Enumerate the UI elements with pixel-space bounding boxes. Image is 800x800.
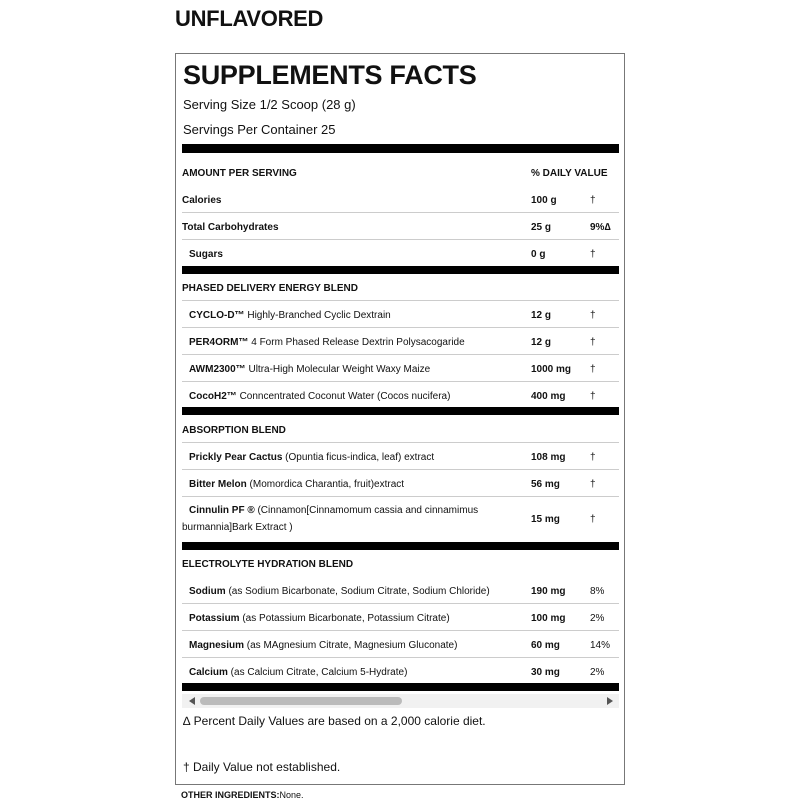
- blend-title: ELECTROLYTE HYDRATION BLEND: [182, 559, 354, 570]
- ingredient-desc: (as Potassium Bicarbonate, Potassium Citrate): [239, 613, 450, 624]
- ingredient-row: [182, 443, 619, 470]
- other-ingredients-label: OTHER INGREDIENTS:: [181, 790, 280, 800]
- ingredient-amount: 1000 mg: [531, 364, 572, 375]
- ingredient-amount: 190 mg: [531, 586, 566, 597]
- nutrient-dv: †: [590, 195, 596, 206]
- nutrient-amount: 100 g: [531, 195, 557, 206]
- ingredient-dv: †: [590, 391, 596, 402]
- ingredient-desc: Ultra-High Molecular Weight Waxy Maize: [245, 364, 431, 375]
- flavor-label: UNFLAVORED: [175, 6, 324, 31]
- ingredient-desc: (as MAgnesium Citrate, Magnesium Gluconate): [244, 640, 458, 651]
- ingredient-dv: †: [590, 452, 596, 463]
- section-divider: [182, 542, 619, 550]
- ingredient-row: [182, 497, 619, 542]
- nutrient-row-calories: [182, 185, 619, 213]
- ingredient-desc: (Cinnamon[Cinnamomum cassia and cinnamimus burmannia]Bark Extract ): [182, 505, 479, 533]
- section-divider: [182, 683, 619, 691]
- ingredient-amount: 108 mg: [531, 452, 566, 463]
- ingredient-amount: 15 mg: [531, 514, 560, 525]
- ingredient-dv: †: [590, 310, 596, 321]
- thick-divider: [182, 144, 619, 153]
- ingredient-dv: †: [590, 479, 596, 490]
- nutrient-name: Total Carbohydrates: [182, 222, 279, 233]
- ingredient-dv: †: [590, 514, 596, 525]
- ingredient-dv: 14%: [590, 640, 611, 651]
- nutrient-dv: 9%∆: [590, 222, 611, 233]
- blend-header-absorption: [182, 415, 619, 443]
- ingredient-row: [182, 577, 619, 604]
- scroll-right-icon[interactable]: [607, 697, 613, 705]
- ingredient-name: Sodium: [189, 586, 226, 597]
- ingredient-dv: 8%: [590, 586, 605, 597]
- nutrient-amount: 25 g: [531, 222, 552, 233]
- other-ingredients-value: None.: [279, 790, 304, 800]
- ingredient-desc: 4 Form Phased Release Dextrin Polysacogaride: [248, 337, 465, 348]
- panel-title: SUPPLEMENTS FACTS: [183, 60, 477, 90]
- ingredient-row: [182, 328, 619, 355]
- ingredient-name: Potassium: [189, 613, 240, 624]
- ingredient-name: Cinnulin PF ®: [189, 505, 255, 516]
- ingredient-amount: 12 g: [531, 310, 552, 321]
- ingredient-amount: 400 mg: [531, 391, 566, 402]
- nutrient-row-carbohydrates: [182, 213, 619, 240]
- ingredient-row: [182, 301, 619, 328]
- section-divider: [182, 407, 619, 415]
- horizontal-scrollbar[interactable]: [182, 694, 619, 708]
- ingredient-row: [182, 604, 619, 631]
- scrollbar-thumb[interactable]: [200, 697, 402, 705]
- ingredient-desc: (Momordica Charantia, fruit)extract: [246, 479, 405, 490]
- ingredient-name: CYCLO-D™: [189, 310, 245, 321]
- ingredient-name: Bitter Melon: [189, 479, 247, 490]
- supplement-facts-panel: [175, 53, 625, 785]
- other-ingredients: [181, 790, 304, 800]
- percent-footnote: ∆ Percent Daily Values are based on a 2,000 calorie diet.: [183, 714, 486, 728]
- ingredient-name: Prickly Pear Cactus: [189, 452, 283, 463]
- section-divider: [182, 266, 619, 274]
- ingredient-row: [182, 631, 619, 658]
- ingredient-name: CocoH2™: [189, 391, 237, 402]
- ingredient-name: Calcium: [189, 667, 228, 678]
- ingredient-name: PER4ORM™: [189, 337, 249, 348]
- ingredient-row: [182, 470, 619, 497]
- ingredient-desc: Conncentrated Coconut Water (Cocos nucifera): [236, 391, 451, 402]
- servings-per-container: Servings Per Container 25: [183, 122, 336, 137]
- ingredient-row: [182, 658, 619, 683]
- ingredient-dv: †: [590, 337, 596, 348]
- ingredient-dv: †: [590, 364, 596, 375]
- ingredient-row: [182, 355, 619, 382]
- ingredient-desc: Highly-Branched Cyclic Dextrain: [244, 310, 391, 321]
- blend-title: PHASED DELIVERY ENERGY BLEND: [182, 283, 358, 294]
- ingredient-row: [182, 382, 619, 407]
- ingredient-amount: 12 g: [531, 337, 552, 348]
- amount-header: [182, 168, 619, 182]
- nutrient-amount: 0 g: [531, 249, 546, 260]
- nutrient-name: Calories: [182, 195, 222, 206]
- amount-per-serving-label: AMOUNT PER SERVING: [182, 168, 297, 179]
- ingredient-name: Magnesium: [189, 640, 245, 651]
- ingredient-name: AWM2300™: [189, 364, 246, 375]
- serving-size: Serving Size 1/2 Scoop (28 g): [183, 97, 356, 112]
- blend-header-energy: [182, 274, 619, 301]
- ingredient-desc: (as Sodium Bicarbonate, Sodium Citrate, Sodium Chloride): [225, 586, 490, 597]
- ingredient-amount: 100 mg: [531, 613, 566, 624]
- nutrient-name: Sugars: [189, 249, 223, 260]
- nutrient-row-sugars: [182, 240, 619, 266]
- blend-header-electrolyte: [182, 550, 619, 577]
- ingredient-desc: (Opuntia ficus-indica, leaf) extract: [282, 452, 435, 463]
- ingredient-dv: 2%: [590, 667, 605, 678]
- ingredient-dv: 2%: [590, 613, 605, 624]
- nutrient-dv: †: [590, 249, 596, 260]
- ingredient-amount: 60 mg: [531, 640, 560, 651]
- scroll-left-icon[interactable]: [189, 697, 195, 705]
- blend-title: ABSORPTION BLEND: [182, 425, 286, 436]
- dagger-footnote: † Daily Value not established.: [183, 760, 341, 774]
- ingredient-amount: 30 mg: [531, 667, 560, 678]
- ingredient-desc: (as Calcium Citrate, Calcium 5-Hydrate): [227, 667, 408, 678]
- ingredient-amount: 56 mg: [531, 479, 560, 490]
- daily-value-label: % DAILY VALUE: [531, 168, 608, 179]
